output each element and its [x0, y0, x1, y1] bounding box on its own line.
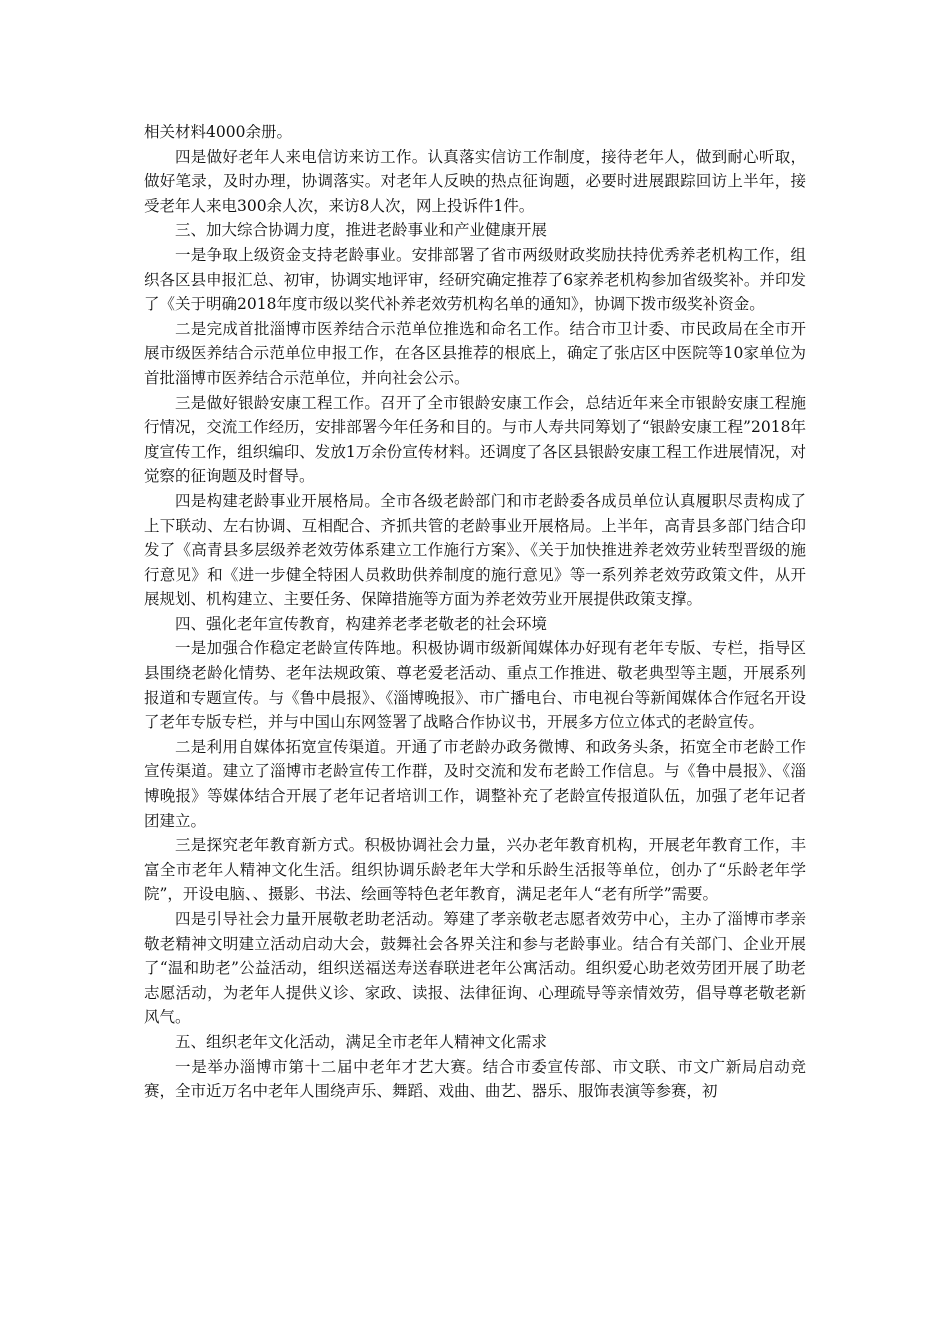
paragraph: 一是举办淄博市第十二届中老年才艺大赛。结合市委宣传部、市文联、市文广新局启动竞赛，全市近万名中老年人围绕声乐、舞蹈、戏曲、曲艺、器乐、服饰表演等参赛，初	[144, 1057, 806, 1101]
paragraph: 四是做好老年人来电信访来访工作。认真落实信访工作制度，接待老年人，做到耐心听取，做好笔录，及时办理，协调落实。对老年人反映的热点征询题，必要时进展跟踪回访上半年，接受老年人来电300余人次，来访8人次，网上投诉件1件。	[144, 147, 806, 215]
section-heading: 五、组织老年文化活动，满足全市老年人精神文化需求	[175, 1032, 548, 1051]
paragraph: 四是引导社会力量开展敬老助老活动。筹建了孝亲敬老志愿者效劳中心，主办了淄博市孝亲敬老精神文明建立活动启动大会，鼓舞社会各界关注和参与老龄事业。结合有关部门、企业开展了“温和助老”公益活动，组织送福送寿送春联进老年公寓活动。组织爱心助老效劳团开展了助老志愿活动，为老年人提供义诊、家政、读报、法律征询、心理疏导等亲情效劳，倡导尊老敬老新风气。	[144, 910, 806, 1027]
paragraph: 三是做好银龄安康工程工作。召开了全市银龄安康工作会，总结近年来全市银龄安康工程施行情况，交流工作经历，安排部署今年任务和目的。与市人寿共同筹划了“银龄安康工程”2018年度宣传工作，组织编印、发放1万余份宣传材料。还调度了各区县银龄安康工程工作进展情况，对觉察的征询题及时督导。	[144, 393, 806, 486]
section-heading: 四、强化老年宣传教育，构建养老孝老敬老的社会环境	[175, 614, 548, 633]
document-page	[144, 120, 806, 1104]
section-heading: 三、加大综合协调力度，推进老龄事业和产业健康开展	[175, 221, 548, 240]
paragraph: 四是构建老龄事业开展格局。全市各级老龄部门和市老龄委各成员单位认真履职尽责构成了上下联动、左右协调、互相配合、齐抓共管的老龄事业开展格局。上半年，高青县多部门结合印发了《高青县多层级养老效劳体系建立工作施行方案》、《关于加快推进养老效劳业转型晋级的施行意见》和《进一步健全特困人员救助供养制度的施行意见》等一系列养老效劳政策文件，从开展规划、机构建立、主要任务、保障措施等方面为养老效劳业开展提供政策支撑。	[144, 491, 806, 609]
paragraph: 一是争取上级资金支持老龄事业。安排部署了省市两级财政奖励扶持优秀养老机构工作，组织各区县申报汇总、初审，协调实地评审，经研究确定推荐了6家养老机构参加省级奖补。并印发了《关于明确2018年度市级以奖代补养老效劳机构名单的通知》，协调下拨市级奖补资金。	[144, 245, 806, 314]
paragraph: 二是利用自媒体拓宽宣传渠道。开通了市老龄办政务微博、和政务头条，拓宽全市老龄工作宣传渠道。建立了淄博市老龄宣传工作群，及时交流和发布老龄工作信息。与《鲁中晨报》、《淄博晚报》等媒体结合开展了老年记者培训工作，调整补充了老龄宣传报道队伍，加强了老年记者团建立。	[144, 737, 806, 830]
paragraph: 三是探究老年教育新方式。积极协调社会力量，兴办老年教育机构，开展老年教育工作，丰富全市老年人精神文化生活。组织协调乐龄老年大学和乐龄生活报等单位，创办了“乐龄老年学院”，开设电脑、、摄影、书法、绘画等特色老年教育，满足老年人“老有所学”需要。	[144, 836, 806, 904]
paragraph: 一是加强合作稳定老龄宣传阵地。积极协调市级新闻媒体办好现有老年专版、专栏，指导区县围绕老龄化情势、老年法规政策、尊老爱老活动、重点工作推进、敬老典型等主题，开展系列报道和专题宣传。与《鲁中晨报》、《淄博晚报》、市广播电台、市电视台等新闻媒体合作冠名开设了老年专版专栏，并与中国山东网签署了战略合作协议书，开展多方位立体式的老龄宣传。	[144, 639, 806, 732]
paragraph: 二是完成首批淄博市医养结合示范单位推选和命名工作。结合市卫计委、市民政局在全市开展市级医养结合示范单位申报工作，在各区县推荐的根底上，确定了张店区中医院等10家单位为首批淄博市医养结合示范单位，并向社会公示。	[144, 319, 806, 387]
paragraph: 相关材料4000余册。	[144, 123, 292, 141]
